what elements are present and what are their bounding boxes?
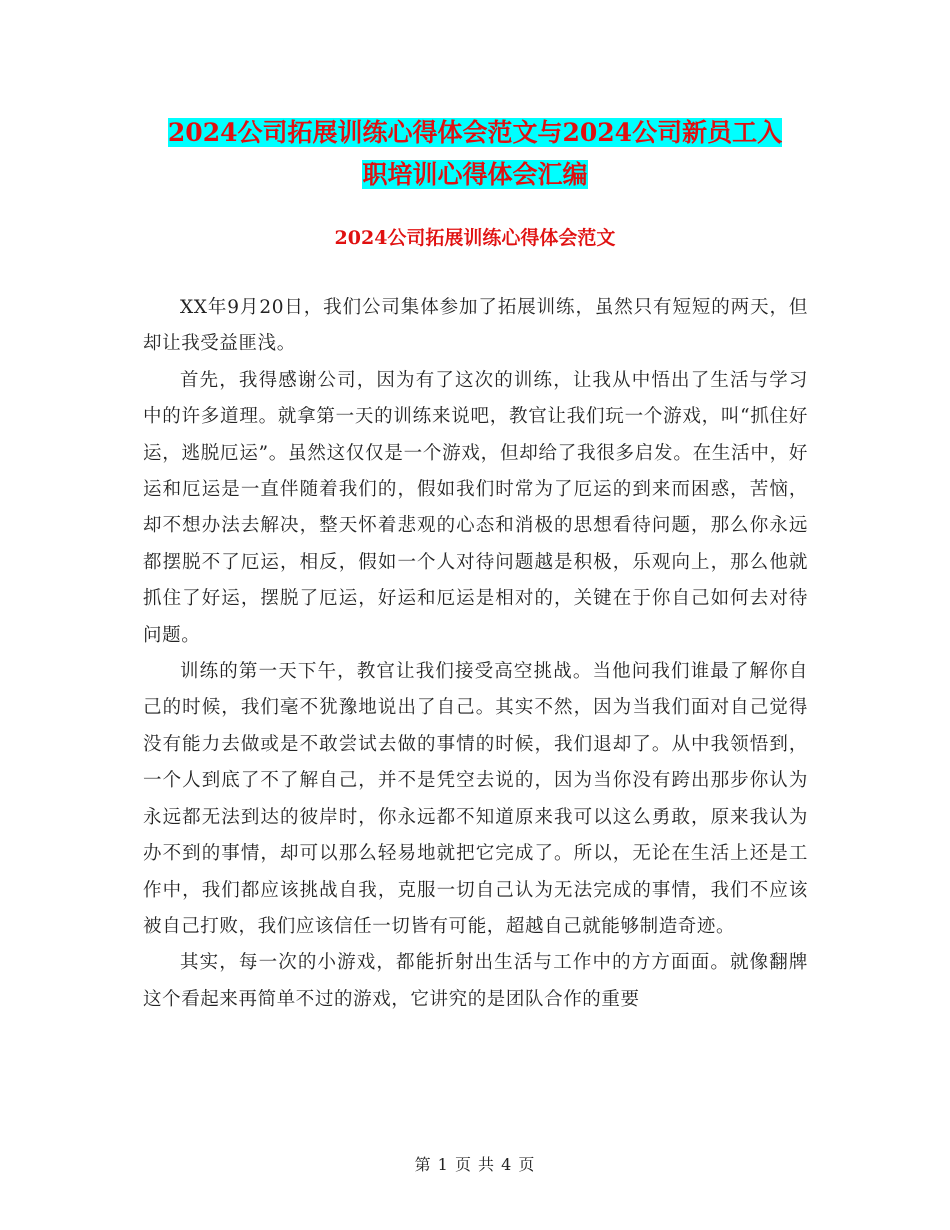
page-footer: 第 1 页 共 4 页 (414, 1155, 536, 1174)
section-heading: 2024公司拓展训练心得体会范文 (334, 227, 616, 249)
document-body (143, 290, 808, 1018)
document-title-line-1: 2024公司拓展训练心得体会范文与2024公司新员工入 (167, 118, 783, 147)
document-title (140, 112, 810, 196)
body-paragraph: 首先，我得感谢公司，因为有了这次的训练，让我从中悟出了生活与学习中的许多道理。就拿第一天的训练来说吧，教官让我们玩一个游戏，叫“抓住好运，逃脱厄运”。虽然这仅仅是一个游戏，但却给了我很多启发。在生活中，好运和厄运是一直伴随着我们的，假如我们时常为了厄运的到来而困惑，苦恼，却不想办法去解决，整天怀着悲观的心态和消极的思想看待问题，那么你永远都摆脱不了厄运，相反，假如一个人对待问题越是积极，乐观向上，那么他就抓住了好运，摆脱了厄运，好运和厄运是相对的，关键在于你自己如何去对待问题。 (143, 369, 808, 646)
body-paragraph: 其实，每一次的小游戏，都能折射出生活与工作中的方方面面。就像翻牌这个看起来再简单不过的游戏，它讲究的是团队合作的重要 (143, 952, 808, 1010)
body-paragraph: XX年9月20日，我们公司集体参加了拓展训练，虽然只有短短的两天，但却让我受益匪浅。 (143, 297, 808, 355)
body-paragraph: 训练的第一天下午，教官让我们接受高空挑战。当他问我们谁最了解你自己的时候，我们毫不犹豫地说出了自己。其实不然，因为当我们面对自己觉得没有能力去做或是不敢尝试去做的事情的时候，我们退却了。从中我领悟到，一个人到底了不了解自己，并不是凭空去说的，因为当你没有跨出那步你认为永远都无法到达的彼岸时，你永远都不知道原来我可以这么勇敢，原来我认为办不到的事情，却可以那么轻易地就把它完成了。所以，无论在生活上还是工作中，我们都应该挑战自我，克服一切自己认为无法完成的事情，我们不应该被自己打败，我们应该信任一切皆有可能，超越自己就能够制造奇迹。 (143, 661, 808, 937)
document-title-line-2: 职培训心得体会汇编 (362, 160, 588, 189)
